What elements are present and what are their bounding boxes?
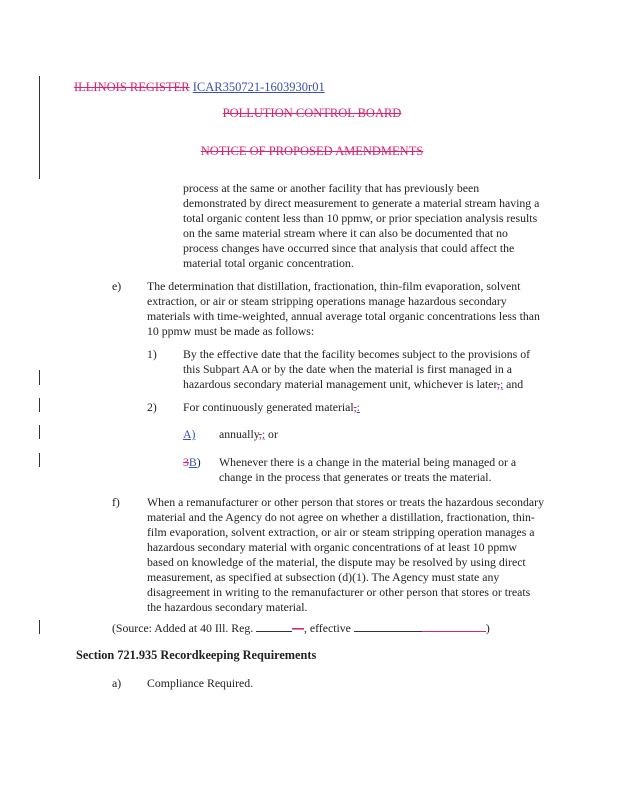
revision-bar-item-b <box>39 453 40 467</box>
item-b-label: 3B) <box>183 455 201 469</box>
source-note: (Source: Added at 40 Ill. Reg. —, effective ) <box>112 621 490 635</box>
continuation-paragraph: process at the same or another facility that has previously been demonstrated by direct measurement to generate a material stream having a total organic content less than 10 ppmw, or prior speciation analysis results on the same material stream where it can also be documented that no process changes have occurred since that analysis that could affect the material total organic concentration. <box>183 181 540 270</box>
section-a-text: Compliance Required. <box>147 676 254 690</box>
register-deleted: ILLINOIS REGISTER <box>74 80 190 94</box>
notice-title: NOTICE OF PROPOSED AMENDMENTS <box>200 144 424 158</box>
revision-bar-item-2 <box>39 398 40 412</box>
section-a-label: a) <box>112 676 122 690</box>
item-1-text: By the effective date that the facility becomes subject to the provisions of this Subpart AA or by the date when the material is first managed in a hazardous secondary material management unit, whichever is later,; and <box>183 347 531 391</box>
item-f-text: When a remanufacturer or other person that stores or treats the hazardous secondary material and the Agency do not agree on whether a distillation, fractionation, thin-film evaporation, solvent extraction, or air or steam stripping operation manages a hazardous secondary material with organic concentrations of at least 10 ppmw based on knowledge of the material, the dispute may be resolved by using direct measurement, as specified at subsection (d)(1). The Agency must state any disagreement in writing to the remanufacturer or other person that stores or treats the hazardous secondary material. <box>147 495 544 614</box>
board-title: POLLUTION CONTROL BOARD <box>222 106 402 120</box>
item-a-text: annually,; or <box>219 427 278 441</box>
section-heading: Section 721.935 Recordkeeping Requirements <box>76 648 317 662</box>
register-inserted: ICAR350721-1603930r01 <box>192 80 325 94</box>
revision-bar-source <box>39 620 40 634</box>
revision-bar-header <box>39 76 40 179</box>
blank-volume-line <box>256 621 292 632</box>
blank-date-line <box>354 621 422 632</box>
item-e-label: e) <box>112 279 122 293</box>
item-2-label: 2) <box>147 400 157 414</box>
item-a-label: A) <box>183 427 196 441</box>
item-b-text: Whenever there is a change in the material being managed or a change in the process that generates or treats the material. <box>219 455 517 484</box>
item-e-text: The determination that distillation, fractionation, thin-film evaporation, solvent extraction, or air or steam stripping operations manage hazardous secondary materials with time-weighted, annual average total organic concentrations less than 10 ppmw must be made as follows: <box>147 279 540 338</box>
blank-date-line-deleted <box>422 621 486 632</box>
register-line <box>74 80 325 95</box>
revision-bar-item-a <box>39 425 40 439</box>
revision-bar-item-1 <box>39 370 40 385</box>
item-f-label: f) <box>112 495 120 509</box>
item-2-text: For continuously generated material,: <box>183 400 360 414</box>
item-1-label: 1) <box>147 347 157 361</box>
